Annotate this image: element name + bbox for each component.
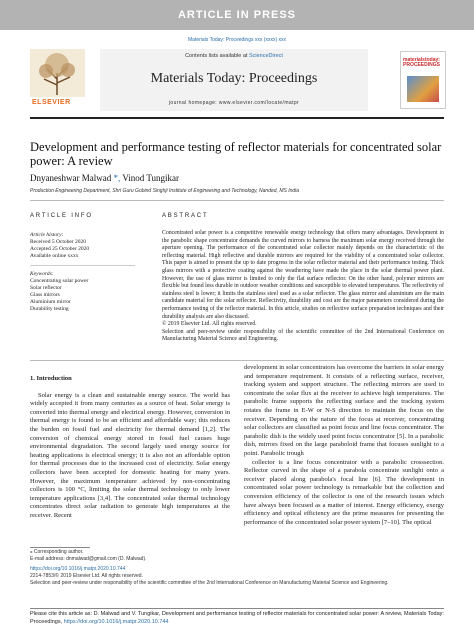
header-divider	[30, 117, 444, 119]
article-in-press-banner: ARTICLE IN PRESS	[0, 0, 474, 30]
intro-paragraph: Solar energy is a clean and sustainable energy source. The world has widely accepted it from many centuries as a source of heat. Solar energy is converted into thermal energy and electrical energy. However, conversion in thermal energy is found to be an efficient and affordable way; this reduces the burden on fossil fuel and electricity for thermal demand [1,2]. The conversion of chemical energy stored in fossil fuel causes huge environmental degradation. The second largely used energy source for heating applications is electrical energy; it is also not an affordable option for thermal processes due to the increased cost of electricity. Solar energy collectors have been accepted for domestic heating for many years. However, the maximum temperature achieved by non-concentrating collectors is 100 °C, limiting the solar thermal technology to only lower temperature applications [3,4]. The concentrated solar thermal technology concentrates direct solar radiation to generate high temperatures at the receiver. Recent	[30, 391, 230, 519]
keyword-item: Glass mirrors	[30, 292, 60, 298]
corresponding-mark[interactable]: *,	[111, 173, 123, 183]
author-list	[30, 173, 179, 183]
intro-paragraph: collector is a line focus concentrator with a parabolic crosssection. Reflector curved in the shape of a parabola concentrate sunlight onto a receiver placed along parabola's focal line [6]. The development in concentrated solar power technology is remarkable but the collection and conversion efficiency of the collector is one of the research issues which have always been focused as a matter of interest. Energy efficiency, exergy efficiency and optical efficiency are the prime measures for presenting the performance of the concentrated solar power system [7–10]. The optical	[244, 458, 444, 526]
paper-title: Development and performance testing of reflector materials for concentrated solar power: A review	[30, 140, 442, 168]
history-label: Article history:	[30, 232, 64, 238]
keyword-item: Durability testing	[30, 306, 69, 312]
contents-line	[100, 53, 368, 59]
abstract-copyright: © 2019 Elsevier Ltd. All rights reserved.	[162, 321, 257, 328]
keyword-item: Solar reflector	[30, 285, 62, 291]
citation-doi-link[interactable]: https://doi.org/10.1016/j.matpr.2020.10.744	[63, 618, 169, 625]
article-info-heading: ARTICLE INFO	[30, 213, 93, 219]
selection-note: Selection and peer-review under responsibility of the scientific committee of the 2nd International Conference on Manufacturing Material Science and Engineering.	[30, 580, 389, 586]
citation-box	[30, 608, 444, 631]
received-date: Received 5 October 2020	[30, 239, 87, 245]
affiliation: Production Engineering Department, Shri Guru Gobind Singhji Institute of Engineering and Technology, Nanded, MS India	[30, 188, 300, 194]
intro-left-column	[30, 375, 230, 521]
journal-homepage[interactable]: journal homepage: www.elsevier.com/locate/matpr	[168, 100, 300, 106]
accepted-date: Accepted 25 October 2020	[30, 246, 90, 252]
keyword-item: Aluminium mirror	[30, 299, 71, 305]
abstract-selection: Selection and peer-review under responsibility of the scientific committee of the 2nd International Conference on Manufacturing Material Science and Engineering.	[162, 328, 444, 343]
journal-cover-thumbnail	[400, 51, 446, 109]
footnotes	[30, 549, 389, 587]
citation-text: Please cite this article as: D. Malwad and V. Tungikar, Development and performance testing of reflector materials for concentrated solar power: A review, Materials Today: Proceedings,	[30, 611, 444, 625]
keyword-item: Concentrating solar power	[30, 278, 89, 284]
footnote-divider	[30, 547, 90, 548]
doi-link[interactable]: https://doi.org/10.1016/j.matpr.2020.10.744	[30, 566, 126, 572]
journal-title: Materials Today: Proceedings	[150, 71, 318, 86]
journal-header	[30, 49, 444, 114]
author-1[interactable]: Dnyaneshwar Malwad	[30, 173, 112, 183]
info-divider	[30, 200, 444, 201]
sciencedirect-link[interactable]: ScienceDirect	[248, 53, 283, 59]
journal-masthead	[100, 49, 368, 111]
article-info	[30, 232, 140, 313]
intro-paragraph: development in solar concentrators has overcome the barriers in solar energy and temperature requirement. It consists of a reflecting surface, receiver, tracking system and support structure. The reflecting mirrors are used to concentrate the solar flux at the receiver to achieve high temperatures. The parabolic frame supports the reflecting surface and the tracking system rotates the frame in E-W or N-S direction to maintain the focus on the receiver. Depending on the nature of the focus at receiver, concentrating solar collectors are classified as point focus and line focus concentrator. The parabolic dish is the widely used point focus concentrator [5]. In a parabolic dish, mirrors fixed on the large paraboloid frame that focuses sunlight to a point. Parabolic trough	[244, 364, 444, 457]
publisher-name: ELSEVIER	[32, 99, 71, 106]
abstract-divider	[30, 360, 444, 361]
issn-note: 2214-7853/© 2019 Elsevier Ltd. All rights reserved.	[30, 573, 143, 579]
abstract-heading: ABSTRACT	[162, 213, 209, 219]
info-separator	[30, 265, 135, 266]
contents-prefix: Contents lists available at	[185, 53, 248, 59]
cover-image	[407, 76, 439, 102]
abstract-text: Concentrated solar power is a competitive renewable energy technology that offers many advantages. Development in the parabolic shape concentrator demands the curved mirrors to harness the maximum solar energy received through the aperture opening. The performance of the concentrated solar collector mainly depends on the characteristic of the reflecting material. High reflective and durable mirrors are required for the viability of a concentrated solar collector. This paper is aimed to present the up to date progress in the solar reflector material and their performance testing. Thick glass mirrors with a protective coating against the weathering have made the place in the solar thermal power plant. However, the use of glass mirror is limited to only the flat surface reflector. On the other hand, polymer mirrors are flexible but found less durable in outdoor weather conditions and susceptible to elevated temperatures. The reflectivity of stainless steel is lower; it limits the stainless steel used as a solar reflector. The glass mirror and aluminium are the main candidate material for the solar reflector. Reflectivity, durability and cost are the major parameters considered during the performance testing of the reflector material. In this article, studies on reflective surface preparation techniques and their durability analysis are also discussed.	[162, 230, 444, 320]
intro-heading: 1. Introduction	[30, 375, 72, 382]
intro-right-column	[244, 364, 444, 527]
journal-reference[interactable]: Materials Today: Proceedings xxx (xxxx) xxx	[188, 37, 286, 43]
email-note[interactable]: E-mail address: dnmalwad@gmail.com (D. Malwad).	[30, 556, 147, 562]
abstract-body	[162, 230, 444, 344]
author-2[interactable]: Vinod Tungikar	[122, 173, 180, 183]
cover-title: materialstoday: PROCEEDINGS	[403, 57, 440, 68]
online-date: Available online xxxx	[30, 253, 79, 259]
corresponding-note: ⁎ Corresponding author.	[30, 549, 84, 555]
keywords-label: Keywords:	[30, 271, 54, 277]
